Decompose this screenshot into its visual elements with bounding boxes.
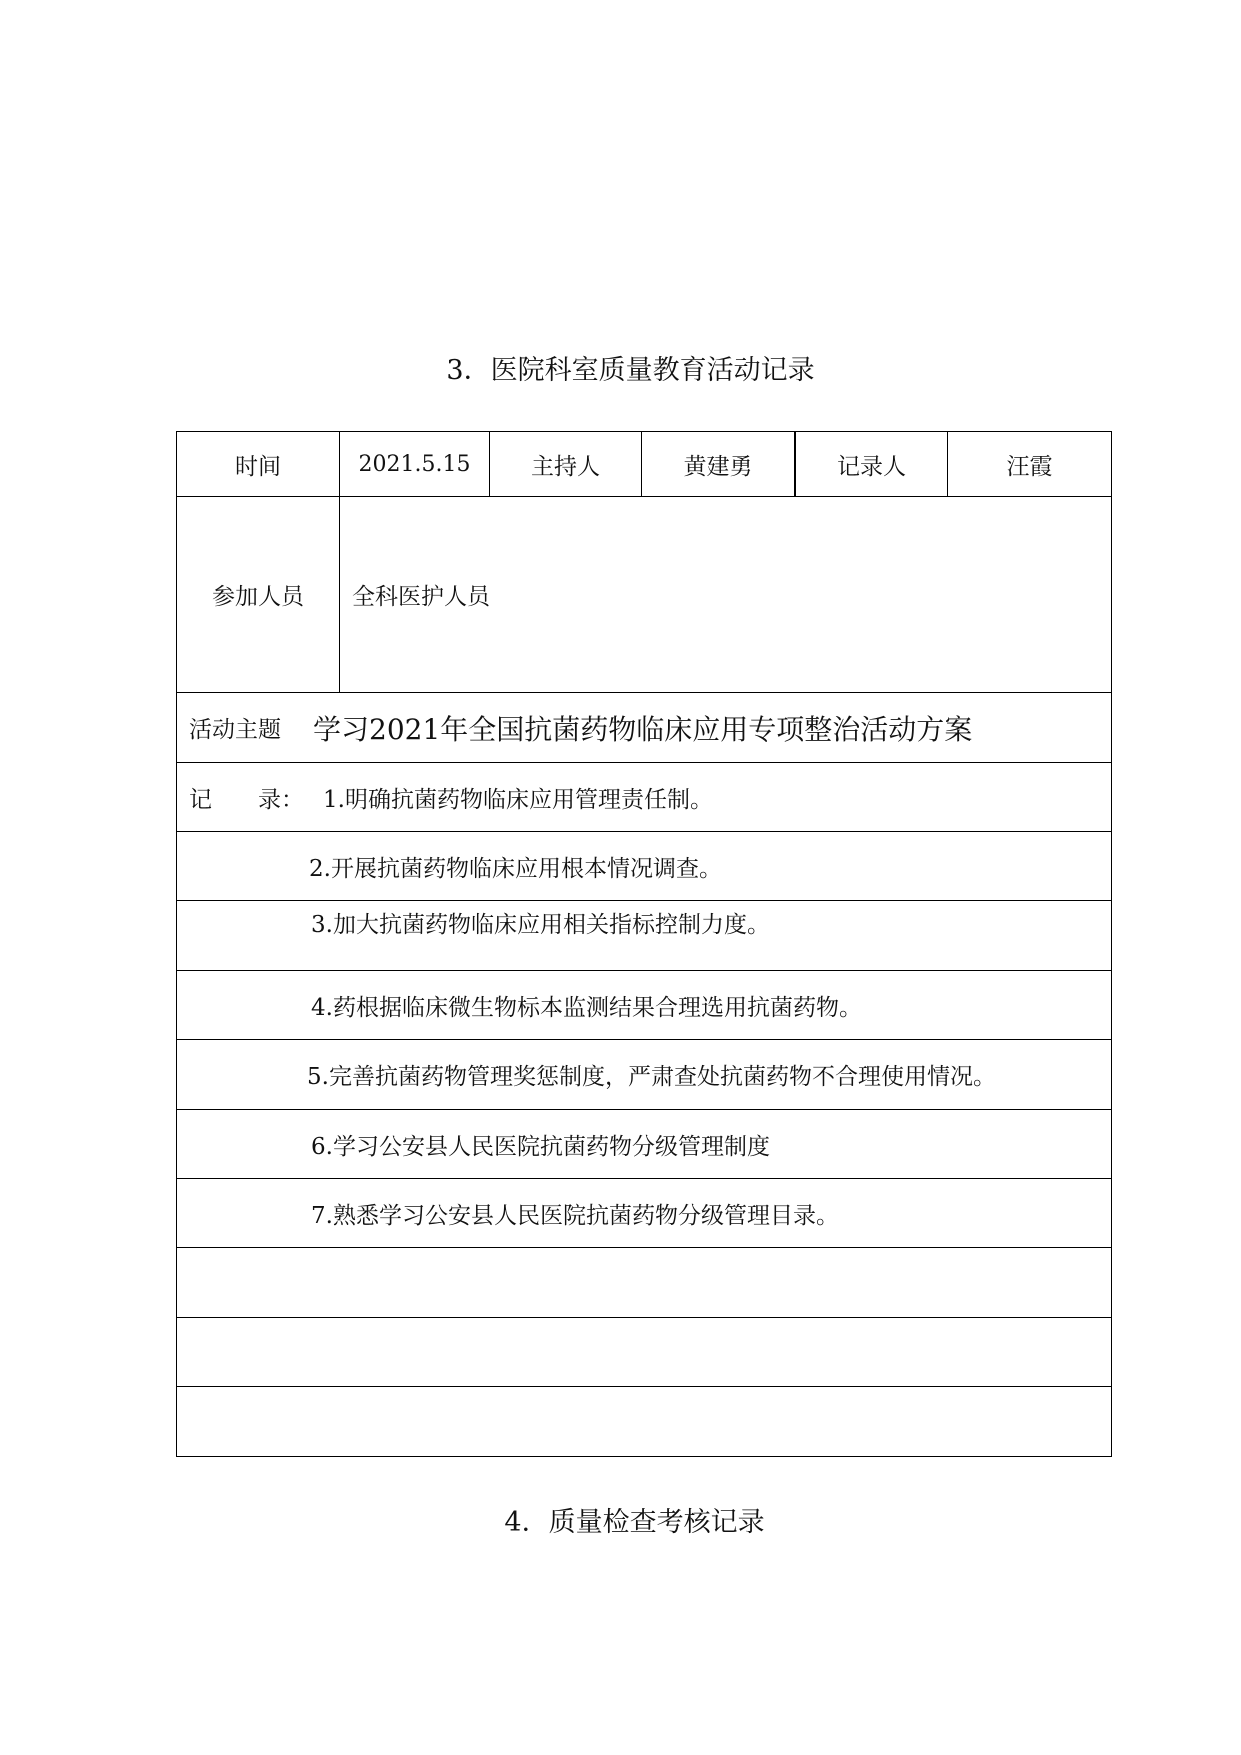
host-label: 主持人 — [531, 453, 600, 480]
record-item: 3.加大抗菌药物临床应用相关指标控制力度。 — [311, 911, 770, 938]
participants-label: 参加人员 — [212, 584, 304, 610]
record-item: 7.熟悉学习公安县人民医院抗菌药物分级管理目录。 — [311, 1202, 839, 1229]
section-title: 3．医院科室质量教育活动记录 — [446, 355, 815, 386]
time-label: 时间 — [235, 453, 281, 480]
record-item: 6.学习公安县人民医院抗菌药物分级管理制度 — [311, 1133, 770, 1160]
participants-value: 全科医护人员 — [352, 584, 490, 610]
topic-value: 学习2021年全国抗菌药物临床应用专项整治活动方案 — [313, 712, 973, 746]
time-value: 2021.5.15 — [358, 451, 471, 477]
record-item: 2.开展抗菌药物临床应用根本情况调查。 — [309, 855, 722, 882]
record-label: 记 录： — [189, 786, 304, 813]
record-item: 1.明确抗菌药物临床应用管理责任制。 — [323, 786, 713, 813]
topic-label: 活动主题 — [189, 717, 281, 743]
section-title: 4．质量检查考核记录 — [504, 1507, 765, 1538]
recorder-value: 汪霞 — [1006, 453, 1053, 480]
host-value: 黄建勇 — [683, 453, 753, 480]
record-item: 4.药根据临床微生物标本监测结果合理选用抗菌药物。 — [311, 994, 862, 1021]
recorder-label: 记录人 — [837, 453, 906, 480]
record-item: 5.完善抗菌药物管理奖惩制度，严肃查处抗菌药物不合理使用情况。 — [307, 1064, 996, 1090]
